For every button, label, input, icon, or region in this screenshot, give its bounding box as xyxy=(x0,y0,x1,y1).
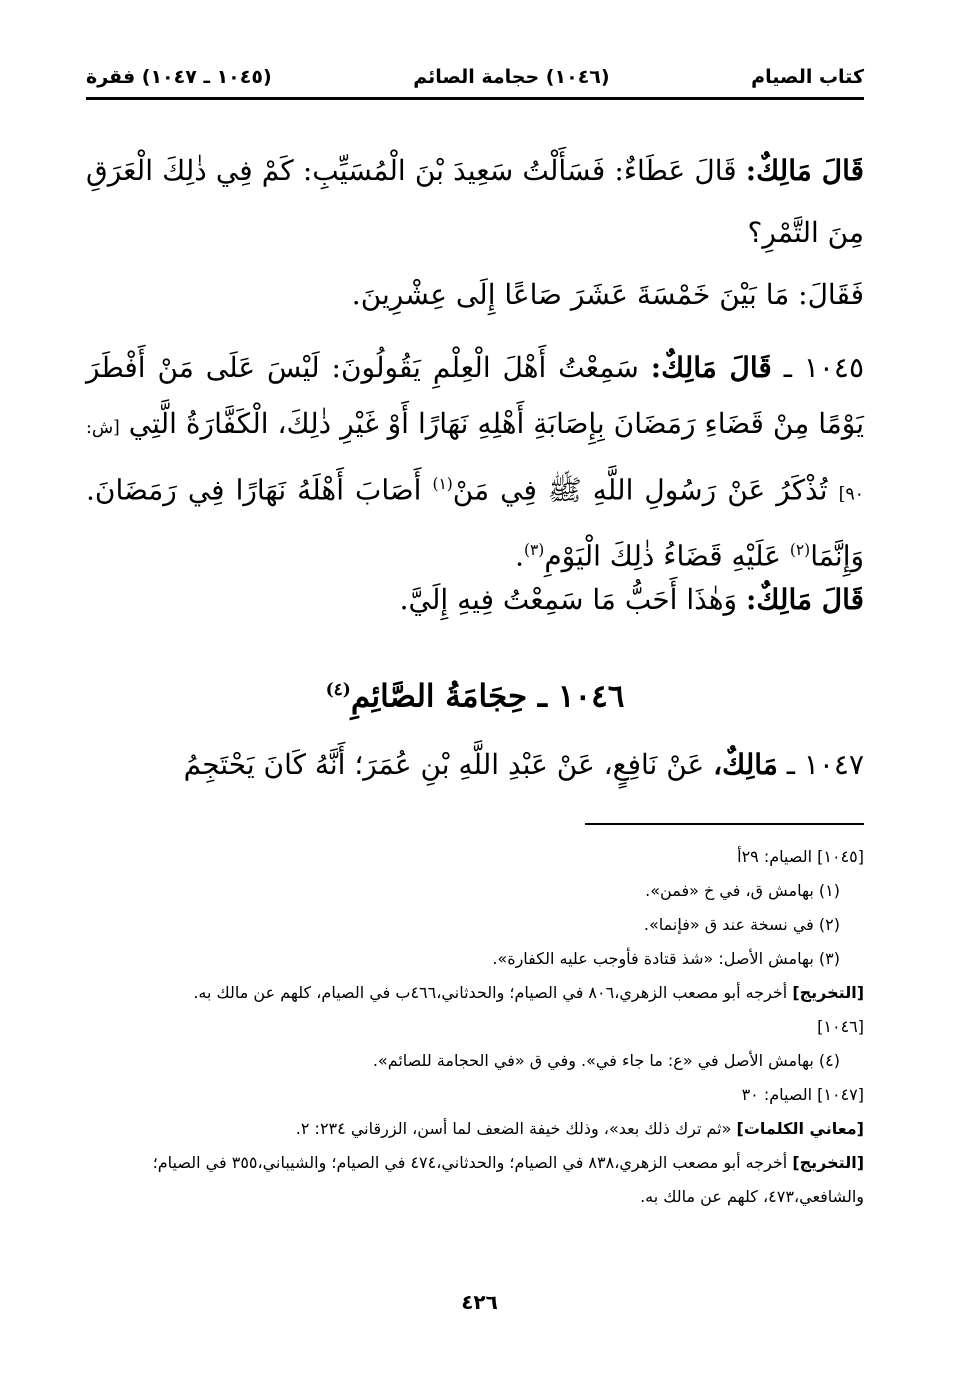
footnotes xyxy=(86,840,864,1214)
footnote-3: (٣) بهامش الأصل: «شذ قتادة فأوجب عليه الكفارة». xyxy=(492,949,840,968)
header-chapter-title: (١٠٤٦) حجامة الصائم xyxy=(413,66,610,88)
footnote-takhrij-1045 xyxy=(86,976,864,1010)
paragraph-text: أَصَابَ أَهْلَهُ نَهَارًا فِي رَمَضَانَ. وَإِنَّمَا xyxy=(86,473,864,573)
paragraph-text: فَقَالَ: مَا بَيْنَ خَمْسَةَ عَشَرَ صَاعًا إِلَى عِشْرِينَ. xyxy=(351,278,864,311)
maani-label: [معاني الكلمات] xyxy=(736,1119,864,1138)
paragraph-text: قَالَ عَطَاءٌ: فَسَأَلْتُ سَعِيدَ بْنَ الْمُسَيِّبِ: كَمْ فِي ذٰلِكَ الْعَرَقِ مِنَ التَّمْرِ؟ xyxy=(86,154,864,249)
speaker-label: قَالَ مَالِكٌ: xyxy=(650,351,772,384)
hadith-1045 xyxy=(86,340,864,585)
header-rule xyxy=(86,97,864,100)
chapter-heading-text: ١٠٤٦ ـ حِجَامَةُ الصَّائِمِ xyxy=(350,678,625,715)
speaker-label: قَالَ مَالِكٌ: xyxy=(745,154,864,187)
chapter-heading xyxy=(86,660,864,726)
header-book-title: كتاب الصيام xyxy=(751,66,864,88)
footnote-1: (١) بهامش ق، في خ «فمن». xyxy=(645,881,840,900)
hadith-1047 xyxy=(86,734,864,796)
paragraph-ata-question xyxy=(86,140,864,264)
takhrij-text: أخرجه أبو مصعب الزهري،٨٣٨ في الصيام؛ والحدثاني،٤٧٤ في الصيام؛ والشيباني،٣٥٥ في الصيام؛ والشافعي،٤٧٣، كلهم عن مالك به. xyxy=(152,1153,864,1206)
speaker-label: قَالَ مَالِكٌ: xyxy=(745,583,864,616)
paragraph-answer xyxy=(86,264,864,326)
footnote-2: (٢) في نسخة عند ق «فإنما». xyxy=(643,915,840,934)
paragraph-text: عَنْ نَافِعٍ، عَنْ عَبْدِ اللَّهِ بْنِ عُمَرَ؛ أَنَّهُ كَانَ يَحْتَجِمُ xyxy=(183,748,714,781)
paragraph-text: سَمِعْتُ أَهْلَ الْعِلْمِ يَقُولُونَ: لَيْسَ عَلَى مَنْ أَفْطَرَ يَوْمًا مِنْ قَضَاءِ رَمَضَانَ بِإِصَابَةِ أَهْلِهِ نَهَارًا أَوْ غَيْرِ ذٰلِكَ، الْكَفَّارَةُ الَّتِي xyxy=(86,351,864,440)
footnote-maani xyxy=(86,1112,864,1146)
footnote-marker-3: (٣) xyxy=(524,541,545,560)
speaker-label: مَالِكٌ، xyxy=(713,748,778,781)
paragraph-text: تُذْكَرُ عَنْ رَسُولِ اللَّهِ ﷺ فِي مَنْ xyxy=(452,473,839,507)
hadith-number: ١٠٤٧ ـ xyxy=(786,748,864,781)
page-number: ٤٢٦ xyxy=(461,1290,498,1314)
footnote-ref-1045: [١٠٤٥] الصيام: ٢٩أ xyxy=(737,847,864,866)
hadith-number: ١٠٤٥ ـ xyxy=(783,351,864,384)
paragraph-malik-opinion xyxy=(86,570,864,630)
paragraph-text: عَلَيْهِ قَضَاءُ ذٰلِكَ الْيَوْمِ xyxy=(544,539,790,573)
running-header xyxy=(86,62,864,92)
margin-reference: [ش: ٩٠] xyxy=(86,418,864,505)
footnote-marker-1: (١) xyxy=(432,475,453,493)
footnote-separator xyxy=(585,823,864,825)
paragraph-text: . xyxy=(515,539,524,573)
footnote-4: (٤) بهامش الأصل في «ع: ما جاء في». وفي ق «في الحجامة للصائم». xyxy=(372,1051,840,1070)
footnote-ref-1046: [١٠٤٦] xyxy=(817,1017,864,1036)
takhrij-label: [التخريج] xyxy=(792,983,864,1002)
takhrij-text: أخرجه أبو مصعب الزهري،٨٠٦ في الصيام؛ والحدثاني،٤٦٦ب في الصيام، كلهم عن مالك به. xyxy=(193,983,793,1002)
footnote-ref-1047: [١٠٤٧] الصيام: ٣٠ xyxy=(741,1085,864,1104)
footnote-takhrij-1047 xyxy=(86,1146,864,1214)
footnote-marker-4: (٤) xyxy=(325,680,351,700)
paragraph-text: وَهٰذَا أَحَبُّ مَا سَمِعْتُ فِيهِ إِلَيَّ. xyxy=(399,583,746,616)
footnote-marker-2: (٢) xyxy=(789,541,811,560)
maani-text: «ثم ترك ذلك بعد»، وذلك خيفة الضعف لما أسن، الزرقاني ٢٣٤: ٢. xyxy=(295,1119,737,1138)
takhrij-label: [التخريج] xyxy=(792,1153,864,1172)
header-paragraph-range: (١٠٤٥ ـ ١٠٤٧) فقرة xyxy=(86,66,272,88)
